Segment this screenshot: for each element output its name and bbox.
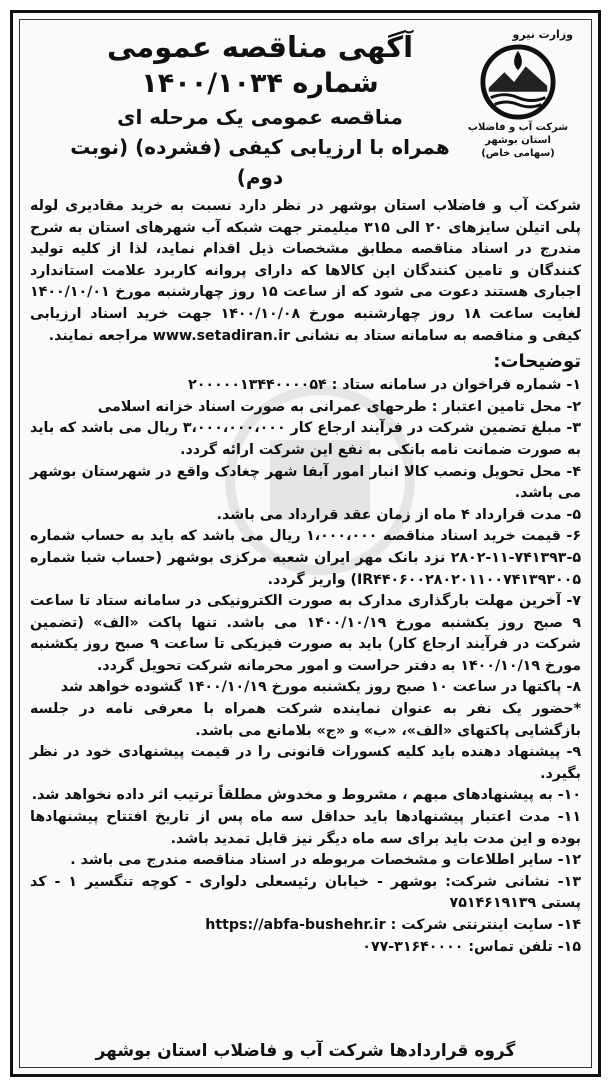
note-item-1: ۱- شماره فراخوان در سامانه ستاد : ۲۰۰۰۰۰۱۳۴۴۰۰۰۰۵۴ [188,377,581,394]
note-item-14: ۱۴- سایت اینترنتی شرکت : https://abfa-bushehr.ir [205,917,581,933]
title-block [60,28,460,192]
note-item-2: ۲- محل تامین اعتبار : طرحهای عمرانی به صورت اسناد خزانه اسلامی [97,398,581,415]
note-item-11: ۱۱- مدت اعتبار پیشنهادها باید حداقل سه ماه پس از تاریخ افتتاح پیشنهادها بوده و این مدت باید برای سه ماه دیگر نیز قابل تمدید باشد. [30,809,581,847]
notice-subtitle-2: همراه با ارزیابی کیفی (فشرده) (نوبت دوم) [70,135,450,189]
notice-header [20,20,591,192]
notice-number: شماره ۱۴۰۰/۱۰۳۴ [141,68,379,99]
notice-footer: گروه قراردادها شرکت آب و فاضلاب استان بوشهر [95,1041,516,1061]
intro-paragraph: شرکت آب و فاضلاب استان بوشهر در نظر دارد نسبت به خرید مقادیری لوله پلی اتیلن سایزهای ۲۰ الی ۳۱۵ میلیمتر جهت شبکه آب شهرهای استان به شرح مندرج در اسناد مناقصه مطابق مشخصات ذیل اقدام نماید، لذا از کلیه تولید کنندگان و تامین کنندگان این کالاها که دارای پروانه کاربرد علامت استاندارد اجباری هستند دعوت می شود که از ساعت ۱۵ روز چهارشنبه مورخ ۱۴۰۰/۱۰/۰۱ لغایت ساعت ۱۸ روز چهارشنبه مورخ ۱۴۰۰/۱۰/۰۸ جهت خرید اسناد ارزیابی کیفی و مناقصه به سامانه ستاد به نشانی www.setadiran.ir مراجعه نمایند. [30,198,581,344]
note-item-5: ۵- مدت قرارداد ۴ ماه از زمان عقد قرارداد می باشد. [216,506,581,523]
ministry-label: وزارت نیرو [512,28,573,41]
note-item-10: ۱۰- به پیشنهادهای مبهم ، مشروط و مخدوش مطلقاً ترتیب اثر داده نخواهد شد. [31,787,581,804]
note-item-6: ۶- قیمت خرید اسناد مناقصه ۱،۰۰۰،۰۰۰ ریال می باشد که باید به حساب شماره ۵-۷۴۱۳۹۳-۱۱-۲۸۰۲ نزد بانک مهر ایران شعبه مرکزی بوشهر (حساب شبا شماره IR۴۴۰۶۰۰۲۸۰۲۰۱۱۰۰۷۴۱۳۹۳۰۰۵) واریز گردد. [30,528,581,588]
water-company-emblem-icon [479,43,557,121]
notice-subtitle: مناقصه عمومی یک مرحله ای [117,105,403,129]
note-item-15: ۱۵- تلفن تماس: ۳۱۶۴۰۰۰۰-۰۷۷ [362,938,581,955]
note-item-4: ۴- محل تحویل ونصب کالا انبار امور آبفا شهر چغادک واقع در شهرستان بوشهر می باشد. [30,463,581,502]
company-logo [453,28,583,178]
notice-body [30,196,581,958]
note-item-8: ۸- پاکتها در ساعت ۱۰ صبح روز یکشنبه مورخ ۱۴۰۰/۱۰/۱۹ گشوده خواهد شد [60,679,581,696]
note-item-3: ۳- مبلغ تضمین شرکت در فرآیند ارجاع کار ۳،۰۰۰،۰۰۰،۰۰۰ ریال می باشد که باید به صورت ضمانت نامه بانکی به نفع این شرکت ارائه گردد. [30,420,581,458]
note-item-7: ۷- آخرین مهلت بارگذاری مدارک به صورت الکترونیکی در سامانه ستاد تا ساعت ۹ صبح روز یکشنبه مورخ ۱۴۰۰/۱۰/۱۹ می باشد. تنها پاکت «الف» (تضمین شرکت در فرآیند ارجاع کار) باید به صورت فیزیکی تا ساعت ۹ صبح روز یکشنبه مورخ ۱۴۰۰/۱۰/۱۹ به دفتر حراست و امور محرمانه شرکت تحویل گردد. [30,593,582,674]
company-type: (سهامی خاص) [481,148,555,159]
notice-inner-border [19,19,592,1068]
company-name: شرکت آب و فاضلاب استان بوشهر [467,122,569,146]
note-item-12: ۱۲- سایر اطلاعات و مشخصات مربوطه در اسناد مناقصه مندرج می باشد . [70,852,581,869]
notice-frame [10,10,601,1077]
note-item-13: ۱۳- نشانی شرکت: بوشهر - خیابان رئیسعلی دلواری - کوچه تنگسیر ۱ - کد پستی ۷۵۱۴۶۱۹۱۳۹ [30,873,581,912]
notes-heading: توضیحات: [493,351,581,373]
note-item-8-attendance: *حضور یک نفر به عنوان نماینده شرکت همراه با معرفی نامه در جلسه بازگشایی پاکتهای «الف»، «ب» و «ج» بلامانع می باشد. [30,701,581,739]
note-item-9: ۹- پیشنهاد دهنده باید کلیه کسورات قانونی را در قیمت پیشنهادی خود در نظر بگیرد. [30,744,581,782]
notice-title: آگهی مناقصه عمومی [106,30,414,64]
